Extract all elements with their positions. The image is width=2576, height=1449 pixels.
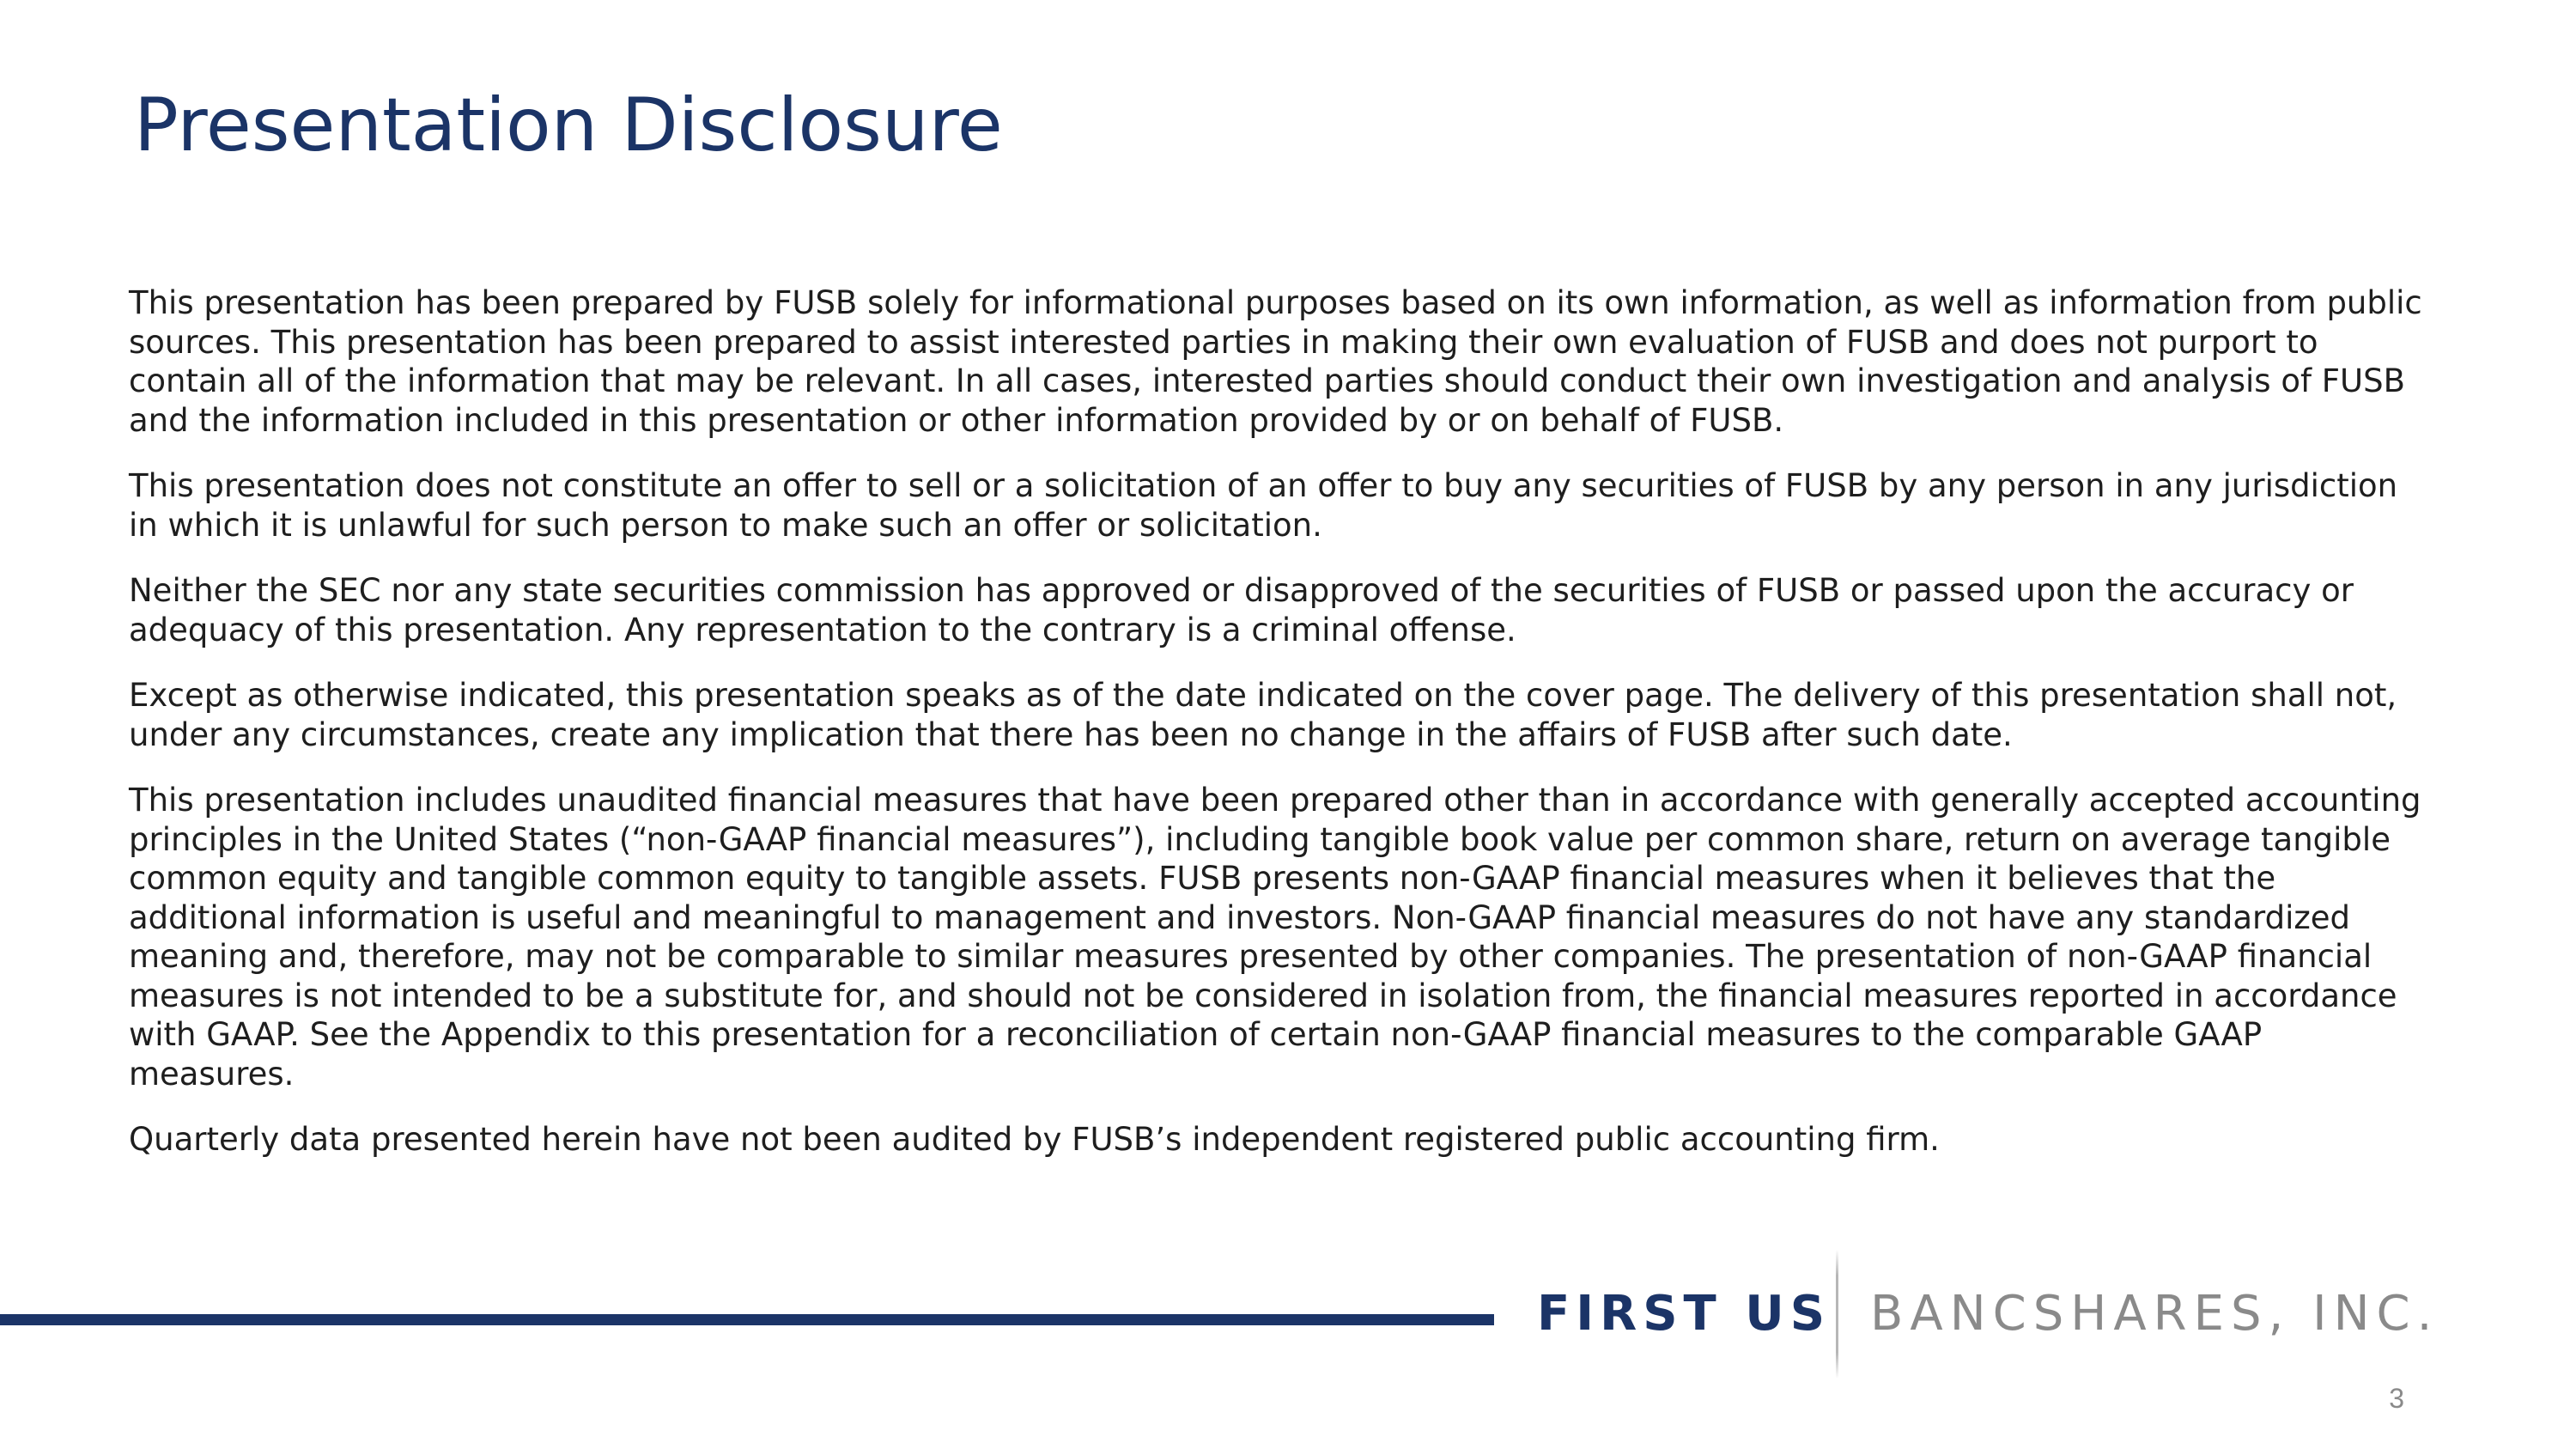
disclosure-paragraph-5: This presentation includes unaudited financial measures that have been prepared other than in accordance with generally accepted accounting principles in the United States (“non-GAAP financial measures”), including tangible book value per common share, return on average tangible common equity and tangible common equity to tangible assets. FUSB presents non-GAAP financial measures when it believes that the additional information is useful and meaningful to management and investors. Non-GAAP financial measures do not have any standardized meaning and, therefore, may not be comparable to similar measures presented by other companies. The presentation of non-GAAP financial measures is not intended to be a substitute for, and should not be considered in isolation from, the financial measures reported in accordance with GAAP. See the Appendix to this presentation for a reconciliation of certain non-GAAP financial measures to the comparable GAAP measures. <box>129 782 2421 1093</box>
disclosure-body <box>129 283 2430 1186</box>
logo-name-primary: FIRST US <box>1537 1286 1832 1342</box>
disclosure-paragraph-4: Except as otherwise indicated, this presentation speaks as of the date indicated on the cover page. The delivery of this presentation shall not, under any circumstances, create any implication that there has been no change in the affairs of FUSB after such date. <box>129 677 2397 753</box>
slide-title: Presentation Disclosure <box>134 82 1003 168</box>
logo-name-secondary: BANCSHARES, INC. <box>1870 1286 2439 1342</box>
disclosure-paragraph-2: This presentation does not constitute an offer to sell or a solicitation of an offer to buy any securities of FUSB by any person in any jurisdiction in which it is unlawful for such person to make such an offer or solicitation. <box>129 467 2398 544</box>
disclosure-paragraph-1: This presentation has been prepared by FUSB solely for informational purposes based on its own information, as well as information from public sources. This presentation has been prepared to assist interested parties in making their own evaluation of FUSB and does not purport to contain all of the information that may be relevant. In all cases, interested parties should conduct their own investigation and analysis of FUSB and the information included in this presentation or other information provided by or on behalf of FUSB. <box>129 284 2422 439</box>
logo-separator <box>1836 1250 1838 1379</box>
page-number: 3 <box>2389 1383 2404 1414</box>
disclosure-paragraph-3: Neither the SEC nor any state securities commission has approved or disapproved of the securities of FUSB or passed upon the accuracy or adequacy of this presentation. Any representation to the contrary is a criminal offense. <box>129 572 2354 648</box>
disclosure-paragraph-6: Quarterly data presented herein have not been audited by FUSB’s independent registered public accounting firm. <box>129 1121 1940 1158</box>
footer-divider <box>0 1314 1494 1325</box>
